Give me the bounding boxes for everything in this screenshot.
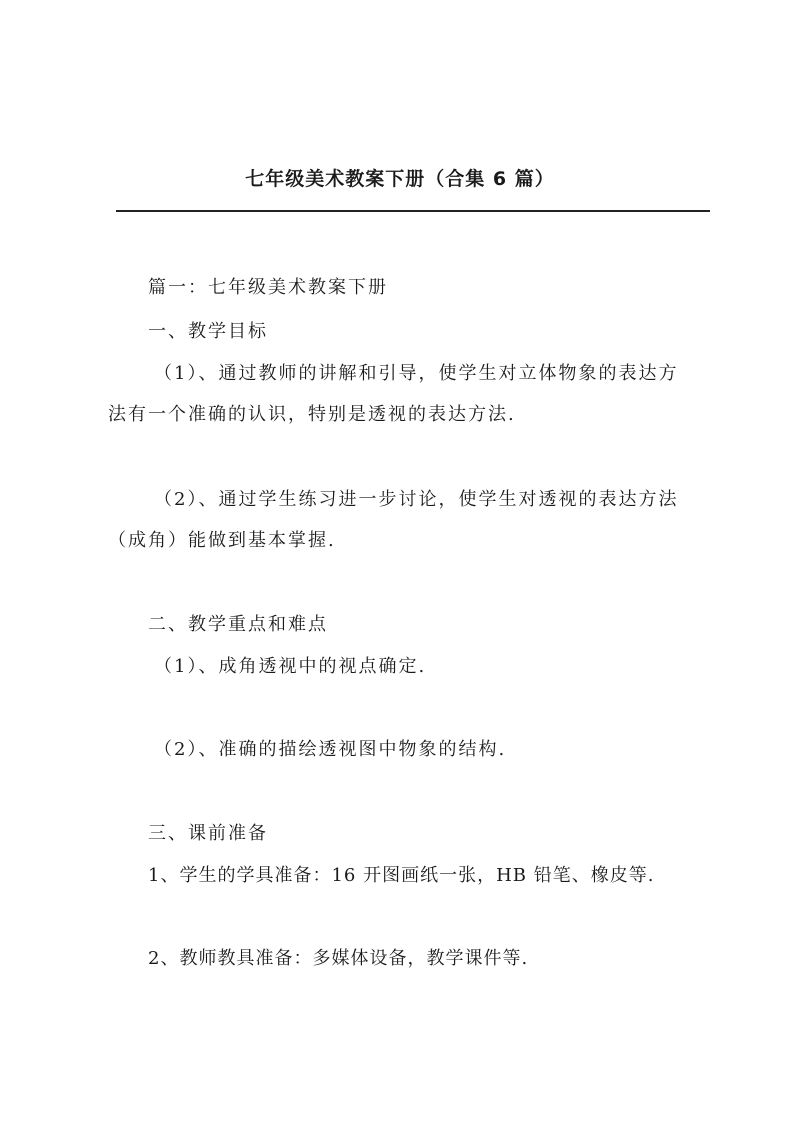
paragraph-line: 2、教师教具准备：多媒体设备，教学课件等. bbox=[148, 948, 529, 969]
paragraph-line: （1）、成角透视中的视点确定. bbox=[154, 656, 427, 677]
paragraph-line: （2）、通过学生练习进一步讨论，使学生对透视的表达方法 bbox=[154, 489, 679, 510]
paragraph-line: （1）、通过教师的讲解和引导，使学生对立体物象的表达方 bbox=[154, 363, 679, 384]
title-divider bbox=[116, 210, 710, 212]
paragraph-line: （成角）能做到基本掌握. bbox=[108, 530, 336, 551]
section-heading: 二、教学重点和难点 bbox=[148, 614, 328, 635]
paragraph-line: （2）、准确的描绘透视图中物象的结构. bbox=[154, 739, 507, 760]
document-title: 七年级美术教案下册（合集 6 篇） bbox=[245, 168, 555, 190]
paragraph-line: 法有一个准确的认识，特别是透视的表达方法. bbox=[108, 404, 516, 425]
section-heading: 三、课前准备 bbox=[148, 823, 268, 844]
paragraph-line: 1、学生的学具准备：16 开图画纸一张，HB 铅笔、橡皮等. bbox=[148, 865, 655, 886]
section-heading: 篇一：七年级美术教案下册 bbox=[148, 277, 388, 298]
section-heading: 一、教学目标 bbox=[148, 321, 268, 342]
